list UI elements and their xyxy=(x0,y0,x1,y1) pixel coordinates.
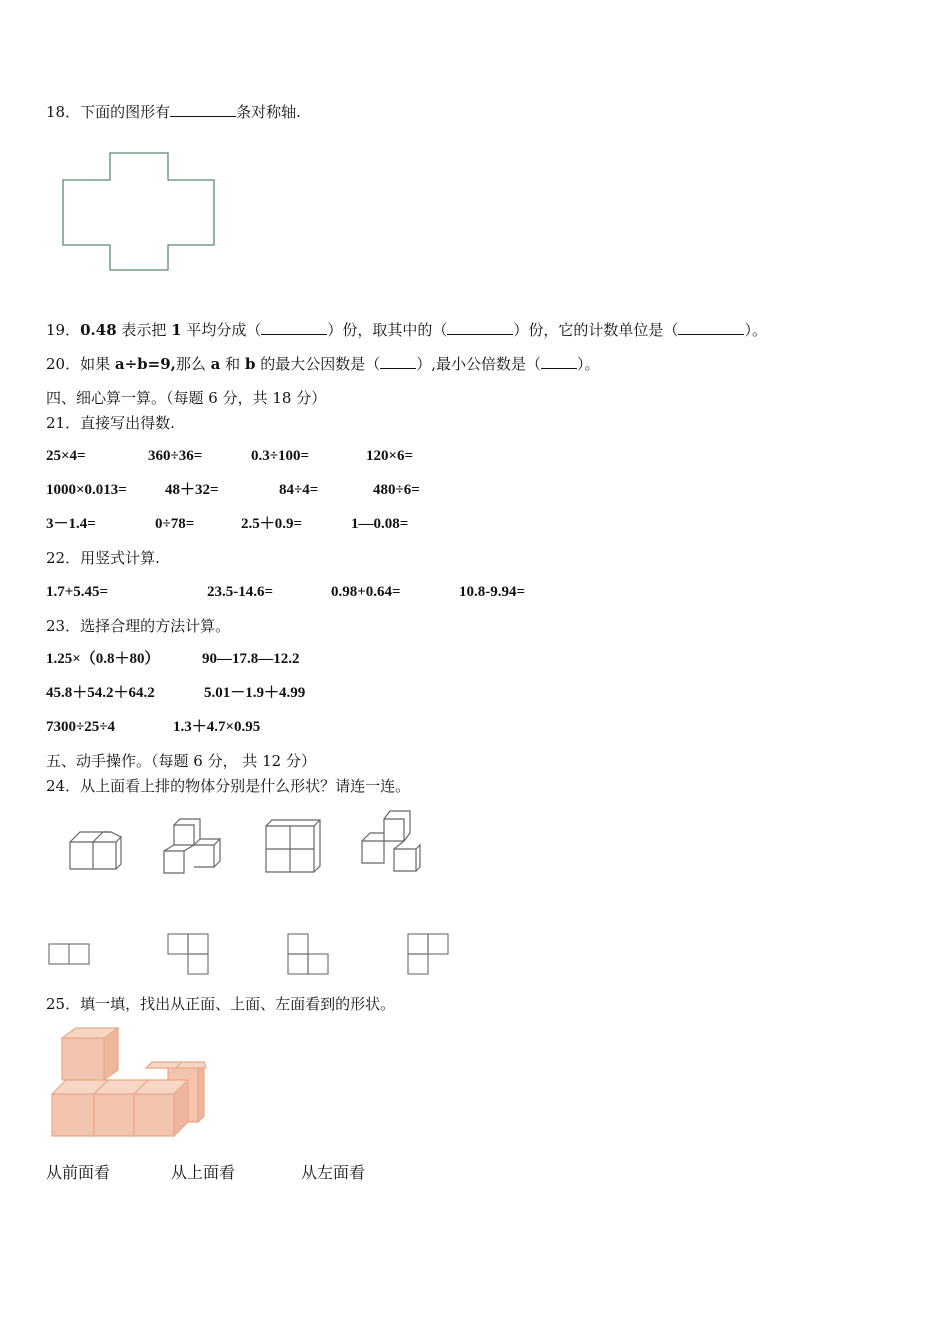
cube-stack-c xyxy=(264,818,322,874)
top-view-b xyxy=(166,932,212,976)
cube-stack-a xyxy=(68,828,124,872)
cube-stack-d xyxy=(358,809,424,875)
answer-blank[interactable] xyxy=(170,102,236,117)
orange-cube-model xyxy=(48,1026,208,1140)
question-22-title: 22．用竖式计算. xyxy=(46,549,160,567)
question-20: 20．如果 a÷b=9,那么 a 和 b 的最大公因数是（ ）,最小公倍数是（ ）。 xyxy=(46,355,600,373)
answer-blank[interactable] xyxy=(678,320,744,335)
answer-blank[interactable] xyxy=(447,320,513,335)
question-19: 19．0.48 表示把 1 平均分成（ ）份，取其中的（ ）份，它的计数单位是（ ）。 xyxy=(46,321,767,339)
cube-stack-b xyxy=(162,817,224,875)
top-view-label: 从上面看 xyxy=(171,1163,236,1182)
answer-blank[interactable] xyxy=(380,354,416,369)
question-18: 18．下面的图形有 条对称轴. xyxy=(46,103,301,121)
top-view-d xyxy=(406,932,452,976)
question-25-title: 25．填一填，找出从正面、上面、左面看到的形状。 xyxy=(46,995,396,1013)
section-5-heading: 五、动手操作。（每题 6 分， 共 12 分） xyxy=(46,752,316,770)
left-view-label: 从左面看 xyxy=(301,1163,366,1182)
answer-blank[interactable] xyxy=(541,354,577,369)
answer-blank[interactable] xyxy=(261,320,327,335)
question-23-title: 23．选择合理的方法计算。 xyxy=(46,617,231,635)
top-view-c xyxy=(286,932,332,976)
front-view-label: 从前面看 xyxy=(46,1163,111,1182)
top-view-a xyxy=(48,943,92,967)
cross-shape-figure xyxy=(63,153,217,273)
section-4-heading: 四、细心算一算。（每题 6 分，共 18 分） xyxy=(46,389,327,407)
question-21-title: 21．直接写出得数. xyxy=(46,414,175,432)
question-24-title: 24．从上面看上排的物体分别是什么形状？请连一连。 xyxy=(46,777,411,795)
